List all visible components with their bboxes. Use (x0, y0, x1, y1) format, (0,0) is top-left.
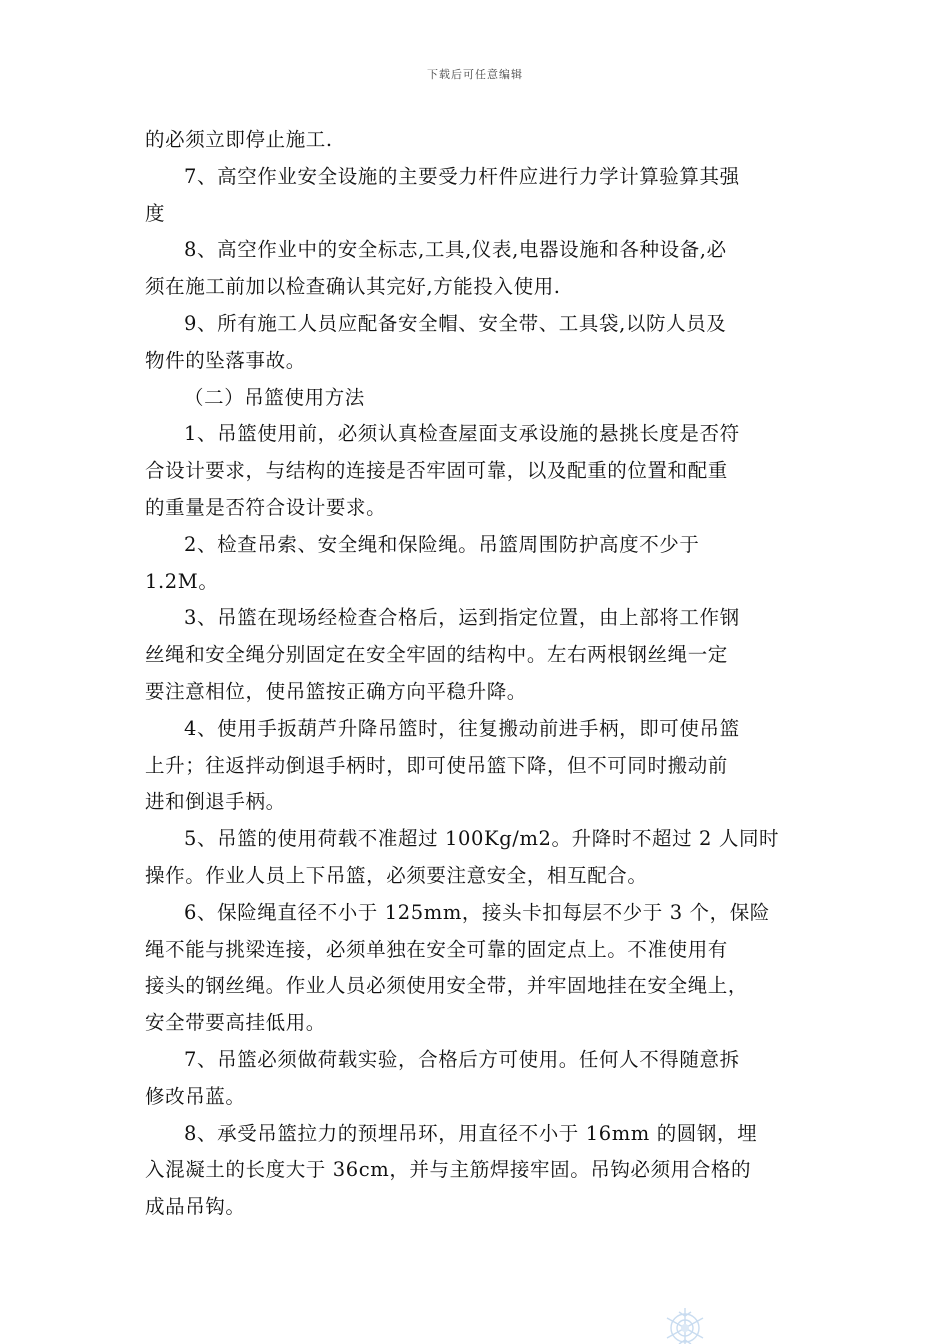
document-line: 要注意相位，使吊篮按正确方向平稳升降。 (145, 679, 527, 703)
document-line: 6、保险绳直径不小于 125mm，接头卡扣每层不少于 3 个，保险 (184, 900, 770, 924)
document-line: 丝绳和安全绳分别固定在安全牢固的结构中。左右两根钢丝绳一定 (145, 643, 728, 667)
document-line: 9、所有施工人员应配备安全帽、安全带、工具袋,以防人员及 (184, 311, 727, 335)
document-line: 的必须立即停止施工. (145, 128, 333, 151)
document-body (145, 122, 813, 1226)
document-line: 2、检查吊索、安全绳和保险绳。吊篮周围防护高度不少于 (184, 532, 700, 556)
document-line: 7、吊篮必须做荷载实验，合格后方可使用。任何人不得随意拆 (184, 1047, 740, 1071)
document-line: 绳不能与挑梁连接，必须单独在安全可靠的固定点上。不准使用有 (145, 937, 728, 961)
document-line: 安全带要高挂低用。 (145, 1011, 326, 1035)
document-line: 操作。作业人员上下吊篮，必须要注意安全，相互配合。 (145, 863, 648, 887)
document-line: 上升；往返拌动倒退手柄时，即可使吊篮下降，但不可同时搬动前 (145, 753, 728, 777)
document-line: 修改吊蓝。 (145, 1084, 246, 1108)
document-line: （二）吊篮使用方法 (184, 385, 365, 409)
document-line: 5、吊篮的使用荷载不准超过 100Kg/m2。升降时不超过 2 人同时 (184, 827, 780, 851)
document-line: 度 (145, 201, 166, 225)
document-line: 8、承受吊篮拉力的预埋吊环，用直径不小于 16mm 的圆钢，埋 (184, 1121, 758, 1145)
document-line: 1.2M。 (145, 569, 219, 593)
document-line: 4、使用手扳葫芦升降吊篮时，往复搬动前进手柄，即可使吊篮 (184, 716, 740, 740)
document-line: 的重量是否符合设计要求。 (145, 495, 387, 519)
document-line: 须在施工前加以检查确认其完好,方能投入使用. (145, 275, 561, 299)
document-line: 7、高空作业安全设施的主要受力杆件应进行力学计算验算其强 (184, 164, 740, 188)
document-line: 物件的坠落事故。 (145, 348, 306, 372)
document-line: 8、高空作业中的安全标志,工具,仪表,电器设施和各种设备,必 (184, 238, 727, 262)
document-line: 接头的钢丝绳。作业人员必须使用安全带，并牢固地挂在安全绳上， (145, 974, 749, 998)
document-line: 1、吊篮使用前，必须认真检查屋面支承设施的悬挑长度是否符 (184, 422, 740, 446)
document-line: 合设计要求，与结构的连接是否牢固可靠，以及配重的位置和配重 (145, 459, 728, 483)
document-line: 3、吊篮在现场经检查合格后，运到指定位置，由上部将工作钢 (184, 606, 740, 630)
page-header: 下载后可任意编辑 (427, 68, 523, 81)
document-line: 成品吊钩。 (145, 1195, 246, 1219)
document-line: 入混凝土的长度大于 36cm，并与主筋焊接牢固。吊钩必须用合格的 (145, 1158, 752, 1182)
snowflake-watermark-icon (655, 1298, 715, 1344)
document-line: 进和倒退手柄。 (145, 790, 286, 814)
